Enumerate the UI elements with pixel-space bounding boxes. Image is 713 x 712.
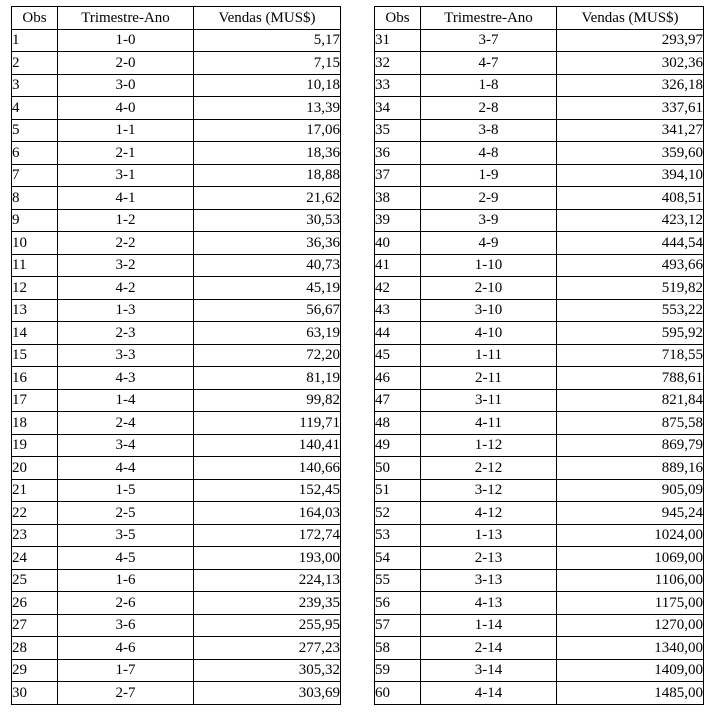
period-cell: 4-6 [58,637,194,660]
obs-cell: 42 [375,277,421,300]
period-cell: 2-3 [58,322,194,345]
sales-cell: 56,67 [194,299,341,322]
period-cell: 1-3 [58,299,194,322]
sales-cell: 10,18 [194,74,341,97]
period-cell: 1-1 [58,119,194,142]
obs-cell: 50 [375,457,421,480]
obs-cell: 10 [12,232,58,255]
obs-cell: 59 [375,659,421,682]
sales-cell: 1106,00 [557,569,704,592]
obs-cell: 60 [375,682,421,705]
sales-cell: 889,16 [557,457,704,480]
period-cell: 3-11 [421,389,557,412]
table-row [375,299,704,322]
obs-cell: 48 [375,412,421,435]
table-row [12,614,341,637]
sales-cell: 1270,00 [557,614,704,637]
obs-cell: 54 [375,547,421,570]
period-cell: 4-9 [421,232,557,255]
table-row [12,299,341,322]
sales-cell: 359,60 [557,142,704,165]
obs-cell: 3 [12,74,58,97]
obs-cell: 26 [12,592,58,615]
obs-cell: 44 [375,322,421,345]
obs-cell: 51 [375,479,421,502]
sales-cell: 45,19 [194,277,341,300]
sales-cell: 172,74 [194,524,341,547]
table-header-row [12,7,341,30]
obs-cell: 16 [12,367,58,390]
obs-cell: 41 [375,254,421,277]
table-row [12,119,341,142]
period-cell: 4-2 [58,277,194,300]
table-row [375,187,704,210]
period-cell: 2-13 [421,547,557,570]
sales-cell: 595,92 [557,322,704,345]
table-row [12,389,341,412]
table-row [375,434,704,457]
table-row [375,322,704,345]
obs-cell: 53 [375,524,421,547]
table-row [375,254,704,277]
obs-cell: 43 [375,299,421,322]
obs-cell: 39 [375,209,421,232]
table-row [12,659,341,682]
sales-cell: 140,66 [194,457,341,480]
period-cell: 3-2 [58,254,194,277]
obs-cell: 46 [375,367,421,390]
obs-cell: 35 [375,119,421,142]
sales-cell: 1069,00 [557,547,704,570]
obs-cell: 9 [12,209,58,232]
header-sales: Vendas (MUS$) [557,7,704,30]
obs-cell: 55 [375,569,421,592]
sales-cell: 239,35 [194,592,341,615]
table-row [375,592,704,615]
table-row [12,254,341,277]
sales-cell: 255,95 [194,614,341,637]
period-cell: 4-12 [421,502,557,525]
sales-cell: 337,61 [557,97,704,120]
obs-cell: 22 [12,502,58,525]
table-row [12,569,341,592]
sales-cell: 72,20 [194,344,341,367]
obs-cell: 33 [375,74,421,97]
table-row [375,344,704,367]
sales-cell: 152,45 [194,479,341,502]
table-header-row [375,7,704,30]
sales-cell: 140,41 [194,434,341,457]
table-row [375,682,704,705]
sales-cell: 444,54 [557,232,704,255]
obs-cell: 56 [375,592,421,615]
obs-cell: 11 [12,254,58,277]
period-cell: 4-14 [421,682,557,705]
table-row [375,502,704,525]
obs-cell: 6 [12,142,58,165]
period-cell: 2-7 [58,682,194,705]
sales-table-right [374,6,704,705]
table-row [12,592,341,615]
obs-cell: 20 [12,457,58,480]
table-row [375,569,704,592]
period-cell: 3-9 [421,209,557,232]
header-obs: Obs [12,7,58,30]
period-cell: 2-4 [58,412,194,435]
period-cell: 2-12 [421,457,557,480]
sales-cell: 164,03 [194,502,341,525]
period-cell: 3-8 [421,119,557,142]
period-cell: 3-4 [58,434,194,457]
obs-cell: 36 [375,142,421,165]
obs-cell: 32 [375,52,421,75]
header-period: Trimestre-Ano [58,7,194,30]
table-row [12,479,341,502]
sales-cell: 394,10 [557,164,704,187]
sales-cell: 423,12 [557,209,704,232]
sales-cell: 302,36 [557,52,704,75]
sales-cell: 7,15 [194,52,341,75]
sales-cell: 1175,00 [557,592,704,615]
period-cell: 1-6 [58,569,194,592]
period-cell: 3-14 [421,659,557,682]
period-cell: 3-12 [421,479,557,502]
period-cell: 3-6 [58,614,194,637]
sales-cell: 869,79 [557,434,704,457]
header-obs: Obs [375,7,421,30]
obs-cell: 17 [12,389,58,412]
sales-table-left [11,6,341,705]
obs-cell: 1 [12,29,58,52]
obs-cell: 24 [12,547,58,570]
sales-cell: 326,18 [557,74,704,97]
obs-cell: 8 [12,187,58,210]
period-cell: 2-2 [58,232,194,255]
period-cell: 4-4 [58,457,194,480]
table-row [12,187,341,210]
period-cell: 3-5 [58,524,194,547]
obs-cell: 40 [375,232,421,255]
table-row [12,367,341,390]
table-row [12,412,341,435]
sales-cell: 18,88 [194,164,341,187]
table-row [12,142,341,165]
table-row [12,502,341,525]
sales-cell: 18,36 [194,142,341,165]
period-cell: 2-14 [421,637,557,660]
obs-cell: 4 [12,97,58,120]
obs-cell: 31 [375,29,421,52]
sales-cell: 224,13 [194,569,341,592]
obs-cell: 28 [12,637,58,660]
table-row [12,277,341,300]
obs-cell: 19 [12,434,58,457]
period-cell: 1-11 [421,344,557,367]
table-row [375,659,704,682]
sales-cell: 408,51 [557,187,704,210]
period-cell: 3-13 [421,569,557,592]
sales-cell: 63,19 [194,322,341,345]
sales-cell: 788,61 [557,367,704,390]
obs-cell: 38 [375,187,421,210]
period-cell: 2-10 [421,277,557,300]
sales-cell: 905,09 [557,479,704,502]
table-row [12,637,341,660]
sales-cell: 875,58 [557,412,704,435]
table-row [375,524,704,547]
obs-cell: 45 [375,344,421,367]
obs-cell: 14 [12,322,58,345]
table-row [12,74,341,97]
obs-cell: 47 [375,389,421,412]
table-row [12,97,341,120]
table-row [375,164,704,187]
sales-cell: 341,27 [557,119,704,142]
table-row [12,29,341,52]
sales-cell: 81,19 [194,367,341,390]
sales-cell: 13,39 [194,97,341,120]
sales-cell: 99,82 [194,389,341,412]
obs-cell: 23 [12,524,58,547]
table-row [375,637,704,660]
period-cell: 3-3 [58,344,194,367]
period-cell: 4-1 [58,187,194,210]
period-cell: 4-0 [58,97,194,120]
sales-cell: 1485,00 [557,682,704,705]
period-cell: 2-6 [58,592,194,615]
sales-cell: 40,73 [194,254,341,277]
obs-cell: 58 [375,637,421,660]
period-cell: 1-7 [58,659,194,682]
table-row [375,142,704,165]
sales-cell: 718,55 [557,344,704,367]
obs-cell: 34 [375,97,421,120]
sales-cell: 945,24 [557,502,704,525]
period-cell: 2-0 [58,52,194,75]
table-row [375,52,704,75]
table-row [12,524,341,547]
table-row [375,209,704,232]
table-row [12,547,341,570]
table-row [12,457,341,480]
obs-cell: 49 [375,434,421,457]
header-period: Trimestre-Ano [421,7,557,30]
sales-cell: 21,62 [194,187,341,210]
sales-cell: 821,84 [557,389,704,412]
period-cell: 4-8 [421,142,557,165]
obs-cell: 2 [12,52,58,75]
sales-cell: 1024,00 [557,524,704,547]
obs-cell: 27 [12,614,58,637]
table-row [12,322,341,345]
period-cell: 1-14 [421,614,557,637]
table-row [375,547,704,570]
period-cell: 1-8 [421,74,557,97]
obs-cell: 29 [12,659,58,682]
sales-cell: 293,97 [557,29,704,52]
period-cell: 1-2 [58,209,194,232]
table-row [375,97,704,120]
table-row [12,52,341,75]
period-cell: 2-8 [421,97,557,120]
period-cell: 4-11 [421,412,557,435]
table-row [12,344,341,367]
table-row [12,434,341,457]
period-cell: 1-9 [421,164,557,187]
obs-cell: 52 [375,502,421,525]
sales-cell: 1409,00 [557,659,704,682]
period-cell: 1-4 [58,389,194,412]
period-cell: 2-5 [58,502,194,525]
period-cell: 2-9 [421,187,557,210]
header-sales: Vendas (MUS$) [194,7,341,30]
obs-cell: 13 [12,299,58,322]
obs-cell: 30 [12,682,58,705]
sales-cell: 193,00 [194,547,341,570]
period-cell: 4-7 [421,52,557,75]
period-cell: 3-7 [421,29,557,52]
table-row [12,682,341,705]
table-row [12,164,341,187]
table-row [375,232,704,255]
table-row [375,119,704,142]
period-cell: 3-1 [58,164,194,187]
table-row [375,389,704,412]
table-row [375,412,704,435]
sales-cell: 305,32 [194,659,341,682]
obs-cell: 5 [12,119,58,142]
period-cell: 4-10 [421,322,557,345]
period-cell: 1-13 [421,524,557,547]
obs-cell: 18 [12,412,58,435]
sales-cell: 553,22 [557,299,704,322]
period-cell: 1-0 [58,29,194,52]
table-row [375,29,704,52]
sales-cell: 1340,00 [557,637,704,660]
period-cell: 3-10 [421,299,557,322]
sales-cell: 17,06 [194,119,341,142]
table-row [12,232,341,255]
period-cell: 1-12 [421,434,557,457]
sales-cell: 5,17 [194,29,341,52]
obs-cell: 12 [12,277,58,300]
table-row [375,74,704,97]
obs-cell: 37 [375,164,421,187]
period-cell: 2-11 [421,367,557,390]
sales-cell: 119,71 [194,412,341,435]
table-row [375,614,704,637]
sales-cell: 493,66 [557,254,704,277]
table-row [375,457,704,480]
period-cell: 4-5 [58,547,194,570]
table-row [375,277,704,300]
obs-cell: 7 [12,164,58,187]
period-cell: 3-0 [58,74,194,97]
sales-cell: 30,53 [194,209,341,232]
obs-cell: 21 [12,479,58,502]
period-cell: 2-1 [58,142,194,165]
sales-cell: 36,36 [194,232,341,255]
obs-cell: 15 [12,344,58,367]
obs-cell: 57 [375,614,421,637]
period-cell: 1-5 [58,479,194,502]
table-row [375,367,704,390]
sales-cell: 519,82 [557,277,704,300]
obs-cell: 25 [12,569,58,592]
period-cell: 1-10 [421,254,557,277]
period-cell: 4-3 [58,367,194,390]
sales-cell: 277,23 [194,637,341,660]
table-row [375,479,704,502]
period-cell: 4-13 [421,592,557,615]
table-row [12,209,341,232]
sales-cell: 303,69 [194,682,341,705]
